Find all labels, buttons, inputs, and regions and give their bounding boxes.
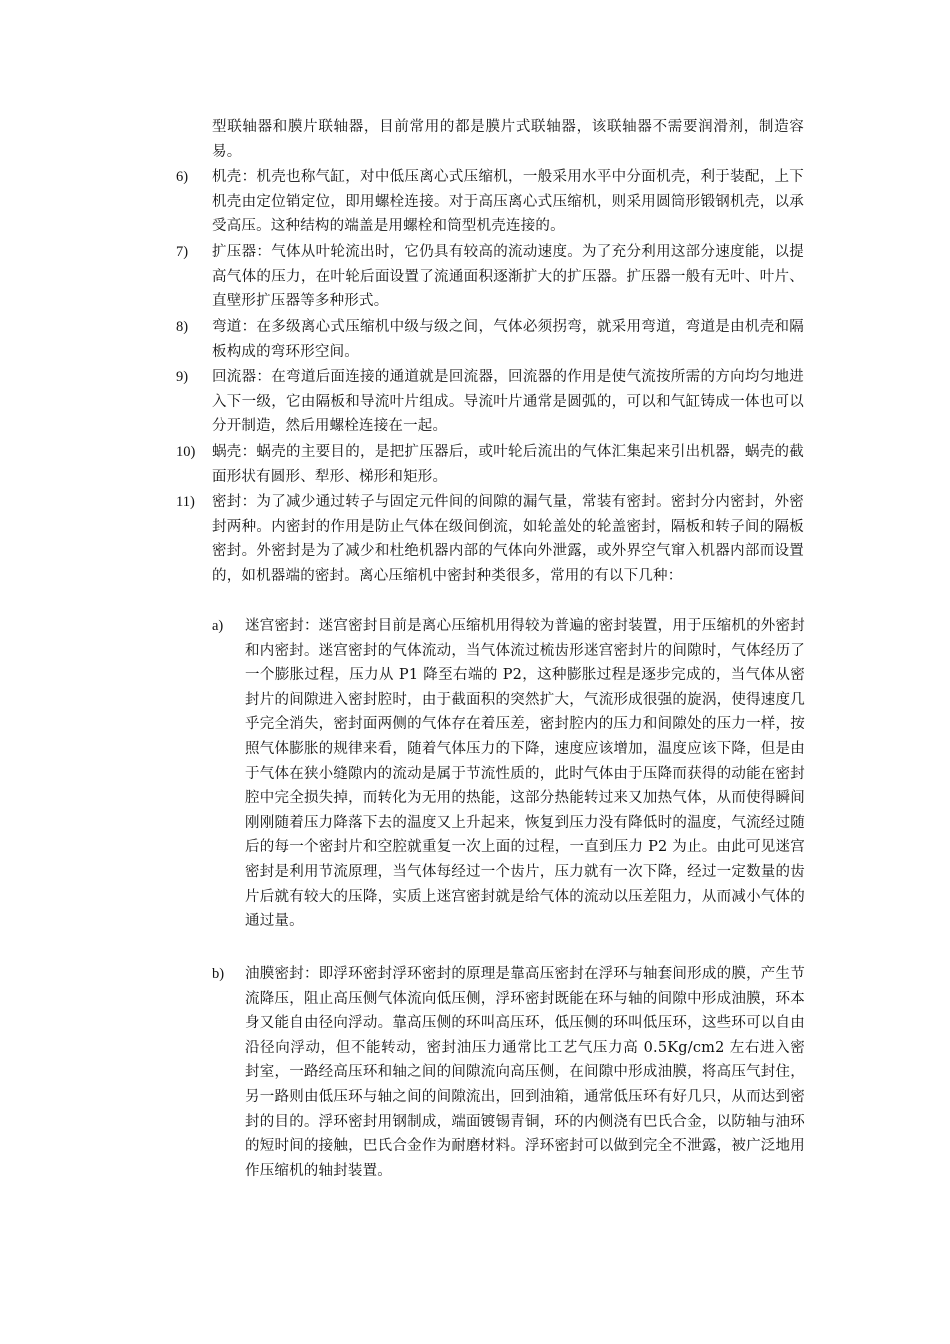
item-text-bend: 弯道：在多级离心式压缩机中级与级之间，气体必须拐弯，就采用弯道，弯道是由机壳和隔板构成的弯环形空间。 xyxy=(212,319,804,360)
item-text-casing: 机壳：机壳也称气缸，对中低压离心式压缩机，一般采用水平中分面机壳，利于装配，上下机壳由定位销定位，即用螺栓连接。对于高压离心式压缩机，则采用圆筒形锻钢机壳，以承受高压。这种结构的端盖是用螺栓和筒型机壳连接的。 xyxy=(212,169,804,235)
item-text-diffuser: 扩压器：气体从叶轮流出时，它仍具有较高的流动速度。为了充分利用这部分速度能，以提高气体的压力，在叶轮后面设置了流通面积逐渐扩大的扩压器。扩压器一般有无叶、叶片、直壁形扩压器等多种形式。 xyxy=(212,244,804,310)
item-text-seal: 密封：为了减少通过转子与固定元件间的间隙的漏气量，常装有密封。密封分内密封，外密封两种。内密封的作用是防止气体在级间倒流，如轮盖处的轮盖密封，隔板和转子间的隔板密封。外密封是为了减少和杜绝机器内部的气体向外泄露，或外界空气窜入机器内部而设置的，如机器端的密封。离心压缩机中密封种类很多，常用的有以下几种： xyxy=(212,494,804,584)
subitem-text-oil-film-seal: 油膜密封：即浮环密封浮环密封的原理是靠高压密封在浮环与轴套间形成的膜，产生节流降压，阻止高压侧气体流向低压侧，浮环密封既能在环与轴的间隙中形成油膜，环本身又能自由径向浮动。靠高压侧的环叫高压环，低压侧的环叫低压环，这些环可以自由沿径向浮动，但不能转动，密封油压力通常比工艺气压力高 0.5Kg/cm2 左右进入密封室，一路经高压环和轴之间的间隙流向高压侧，在间隙中形成油膜，将高压气封住，另一路则由低压环与轴之间的间隙流出，回到油箱，通常低压环有好几只，从而达到密封的目的。浮环密封用钢制成，端面镀锡青铜，环的内侧浇有巴氏合金，以防轴与油环的短时间的接触，巴氏合金作为耐磨材料。浮环密封可以做到完全不泄露，被广泛地用作压缩机的轴封装置。 xyxy=(245,966,805,1179)
item-number: 6) xyxy=(176,169,189,185)
item-number: 10) xyxy=(176,444,196,460)
item-text-volute: 蜗壳：蜗壳的主要目的，是把扩压器后，或叶轮后流出的气体汇集起来引出机器，蜗壳的截面形状有圆形、犁形、梯形和矩形。 xyxy=(212,444,804,485)
item-number: 7) xyxy=(176,244,189,260)
subitem-text-labyrinth-seal: 迷宫密封：迷宫密封目前是离心压缩机用得较为普遍的密封装置，用于压缩机的外密封和内密封。迷宫密封的气体流动，当气体流过梳齿形迷宫密封片的间隙时，气体经历了一个膨胀过程，压力从 P1 降至右端的 P2，这种膨胀过程是逐步完成的，当气体从密封片的间隙进入密封腔时，由于截面积的突然扩大，气流形成很强的旋涡，使得速度几乎完全消失，密封面两侧的气体存在着压差，密封腔内的压力和间隙处的压力一样，按照气体膨胀的规律来看，随着气体压力的下降，速度应该增加，温度应该下降，但是由于气体在狭小缝隙内的流动是属于节流性质的，此时气体由于压降而获得的动能在密封腔中完全损失掉，而转化为无用的热能，这部分热能转过来又加热气体，从而使得瞬间刚刚随着压力降落下去的温度又上升起来，恢复到压力没有降低时的温度，气流经过随后的每一个密封片和空腔就重复一次上面的过程，一直到压力 P2 为止。由此可见迷宫密封是利用节流原理，当气体每经过一个齿片，压力就有一次下降，经过一定数量的齿片后就有较大的压降，实质上迷宫密封就是给气体的流动以压差阻力，从而减小气体的通过量。 xyxy=(245,618,805,930)
item-number: 8) xyxy=(176,319,189,335)
item-number: 11) xyxy=(176,494,195,510)
intro-paragraph: 型联轴器和膜片联轴器，目前常用的都是膜片式联轴器，该联轴器不需要润滑剂，制造容易。 xyxy=(212,119,804,160)
subitem-number: b) xyxy=(212,966,225,982)
item-text-return-channel: 回流器：在弯道后面连接的通道就是回流器，回流器的作用是使气流按所需的方向均匀地进入下一级，它由隔板和导流叶片组成。导流叶片通常是圆弧的，可以和气缸铸成一体也可以分开制造，然后用螺栓连接在一起。 xyxy=(212,369,804,435)
item-number: 9) xyxy=(176,369,189,385)
subitem-number: a) xyxy=(212,618,224,634)
